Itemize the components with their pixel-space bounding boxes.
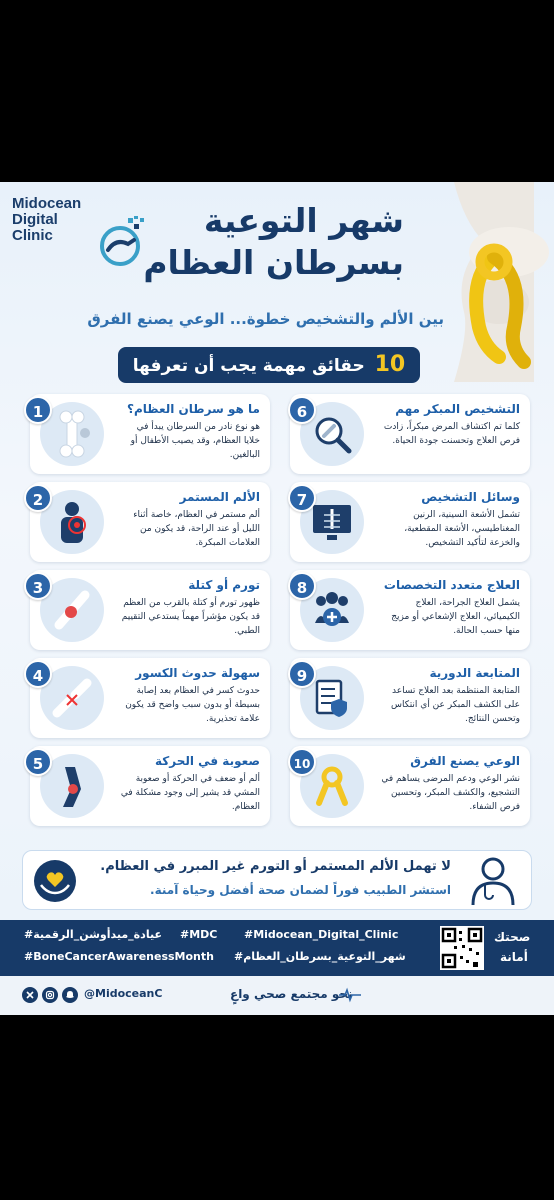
brand-line-2: Digital	[12, 211, 58, 228]
fact-number-badge: 9	[288, 660, 316, 688]
hashtag[interactable]: #BoneCancerAwarenessMonth	[24, 950, 214, 963]
title-line-2: بسرطان العظام	[143, 243, 404, 282]
page-subtitle: بين الألم والتشخيص خطوة... الوعي يصنع الفرق	[87, 310, 444, 328]
doctor-icon	[465, 855, 521, 907]
instagram-icon[interactable]	[42, 987, 58, 1003]
fact-text: ألم مستمر في العظام، خاصة أثناء الليل أو عند الراحة، قد يكون من العلامات المبكرة.	[133, 510, 260, 548]
fact-number-badge: 5	[24, 748, 52, 776]
fact-card-7	[290, 482, 530, 562]
snapchat-icon[interactable]	[62, 987, 78, 1003]
fact-title: وسائل التشخيص	[421, 490, 520, 504]
brand-name	[12, 196, 92, 244]
warning-callout	[22, 850, 532, 910]
hands-heart-icon	[33, 859, 77, 903]
social-strip	[0, 976, 554, 1015]
fact-title: الوعي يصنع الفرق	[410, 754, 520, 768]
fact-number-badge: 7	[288, 484, 316, 512]
fact-text: حدوث كسر في العظام بعد إصابة بسيطة أو بدون سبب واضح قد يكون علامة تحذيرية.	[125, 686, 260, 724]
footer-bar	[0, 920, 554, 976]
knee-bone-ribbon-icon	[414, 182, 554, 382]
fact-card-4	[30, 658, 270, 738]
fact-number-badge: 2	[24, 484, 52, 512]
brand-line-1: Midocean	[12, 195, 82, 212]
facts-count: 10	[374, 352, 406, 377]
fact-title: الألم المستمر	[179, 490, 260, 504]
page-title	[143, 200, 404, 284]
brand-line-3: Clinic	[12, 227, 53, 244]
fact-number-badge: 8	[288, 572, 316, 600]
fact-number-badge: 10	[288, 748, 316, 776]
fact-card-1	[30, 394, 270, 474]
x-social-icon[interactable]	[22, 987, 38, 1003]
fact-number-badge: 1	[24, 396, 52, 424]
heartbeat-icon	[338, 987, 362, 1003]
warning-line-1: لا تهمل الألم المستمر أو التورم غير المبرر في العظام.	[100, 859, 451, 874]
qr-code-icon[interactable]	[440, 926, 484, 970]
motto-line-1: صحتك	[494, 930, 531, 944]
awareness-poster	[0, 182, 554, 1015]
motto-line-2-text: أمانة	[500, 950, 528, 964]
fact-card-8	[290, 570, 530, 650]
hashtag[interactable]: #MDC	[180, 928, 218, 941]
fact-text: المتابعة المنتظمة بعد العلاج تساعد على الكشف المبكر عن أي انتكاس وتحسن النتائج.	[391, 686, 520, 724]
fact-text: كلما تم اكتشاف المرض مبكراً، زادت فرص العلاج وتحسنت جودة الحياة.	[383, 422, 520, 446]
fact-title: التشخيص المبكر مهم	[395, 402, 520, 416]
clinic-brand	[12, 196, 162, 266]
hashtag[interactable]: #عيادة_ميدأوشن_الرقمية	[24, 928, 162, 941]
fact-text: هو نوع نادر من السرطان يبدأ في خلايا العظام، وقد يصيب الأطفال أو البالغين.	[130, 422, 260, 460]
fact-text: ألم أو ضعف في الحركة أو صعوبة المشي قد يشير إلى وجود مشكلة في العظام.	[120, 774, 260, 812]
fact-text: تشمل الأشعة السينية، الرنين المغناطيسي، الأشعة المقطعية، والخزعة لتأكيد التشخيص.	[404, 510, 520, 548]
fact-card-10	[290, 746, 530, 826]
facts-banner	[118, 347, 420, 383]
fact-text: نشر الوعي ودعم المرضى يساهم في التشجيع، والكشف المبكر، وتحسين فرص الشفاء.	[381, 774, 520, 812]
slogan-text: نحو مجتمع صحي واعٍ	[230, 987, 353, 1001]
fact-card-9	[290, 658, 530, 738]
fact-title: صعوبة في الحركة	[154, 754, 260, 768]
warning-line-2: استشر الطبيب فوراً لضمان صحة أفضل وحياة آمنة.	[150, 883, 451, 897]
fact-number-badge: 4	[24, 660, 52, 688]
fact-card-5	[30, 746, 270, 826]
fact-text: يشمل العلاج الجراحة، العلاج الكيميائي، العلاج الإشعاعي أو مزيج منها حسب الحالة.	[391, 598, 520, 636]
fact-title: المتابعة الدورية	[429, 666, 520, 680]
motto-line-2	[500, 950, 528, 964]
fact-number-badge: 6	[288, 396, 316, 424]
fact-card-6	[290, 394, 530, 474]
hashtag[interactable]: #شهر_التوعية_بسرطان_العظام	[234, 950, 406, 963]
fact-title: سهولة حدوث الكسور	[135, 666, 260, 680]
fact-title: العلاج متعدد التخصصات	[383, 578, 520, 592]
fact-card-3	[30, 570, 270, 650]
fact-text: ظهور تورم أو كتلة بالقرب من العظم قد يكون مؤشراً مهماً يستدعي التقييم الطبي.	[121, 598, 260, 636]
fact-card-2	[30, 482, 270, 562]
social-handle[interactable]: @MidoceanC	[84, 987, 163, 1000]
hashtag[interactable]: #Midocean_Digital_Clinic	[244, 928, 399, 941]
title-line-1: شهر التوعية	[203, 201, 404, 240]
fact-number-badge: 3	[24, 572, 52, 600]
fact-title: تورم أو كتلة	[188, 578, 260, 592]
fact-title: ما هو سرطان العظام؟	[127, 402, 260, 416]
facts-banner-text: حقائق مهمة يجب أن تعرفها	[132, 356, 365, 376]
